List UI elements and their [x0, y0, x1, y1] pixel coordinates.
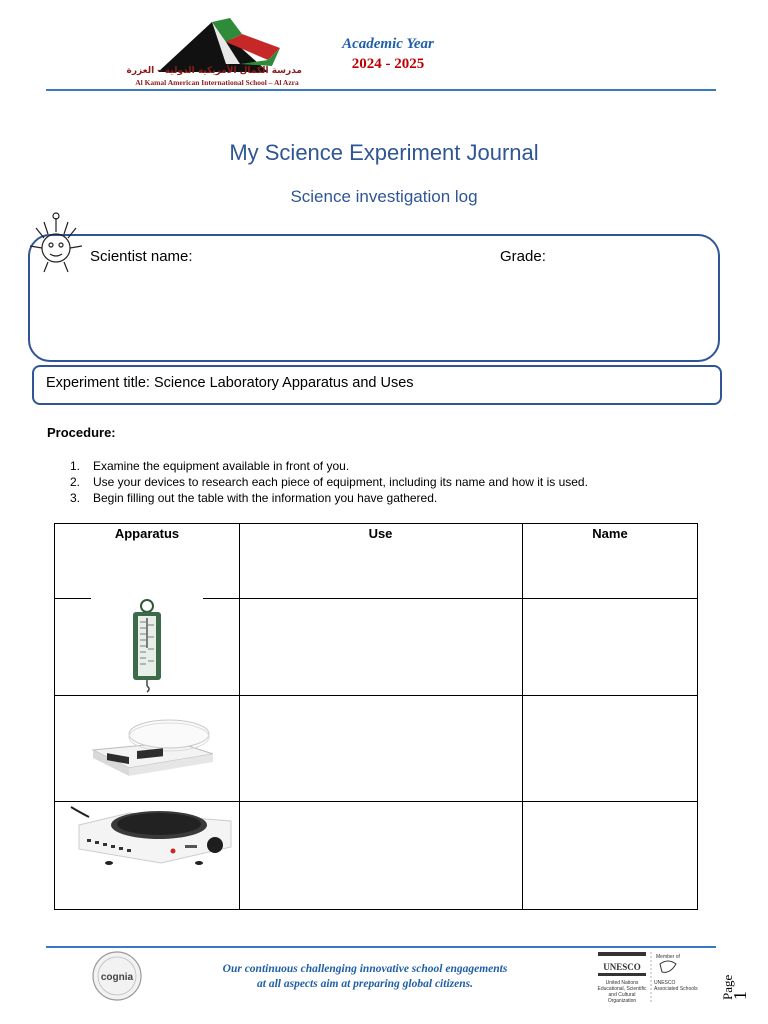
table-row-divider — [55, 695, 697, 696]
procedure-step — [70, 474, 588, 490]
experiment-title: Experiment title: Science Laboratory Apparatus and Uses — [46, 375, 414, 391]
unesco-brand-text: UNESCO — [603, 962, 641, 972]
table-header-use: Use — [368, 526, 393, 541]
academic-year-label: Academic Year — [342, 36, 434, 52]
step-text: Use your devices to research each piece of equipment, including its name and how it is used. — [93, 475, 588, 489]
table-column-divider — [522, 524, 523, 909]
page-number: 1 — [730, 991, 750, 1000]
footer-slogan — [170, 962, 560, 992]
table-header-apparatus: Apparatus — [114, 526, 180, 541]
academic-year-value: 2024 - 2025 — [351, 56, 425, 72]
slogan-line-1: Our continuous challenging innovative school engagements — [222, 963, 508, 975]
page-word: Page — [720, 974, 735, 1000]
grade-label: Grade: — [500, 248, 546, 265]
school-name-english: Al Kamal American International School – Al Azra — [135, 78, 299, 87]
apparatus-table — [54, 523, 698, 910]
digital-scale-icon — [89, 710, 215, 782]
procedure-heading: Procedure: — [47, 425, 116, 440]
school-name-arabic: مدرسة الكمال الأمريكية الدولية – العزرة — [126, 66, 302, 76]
unesco-member-text: Member of — [656, 954, 680, 960]
table-header-name: Name — [592, 526, 628, 541]
cognia-accreditation-logo — [84, 951, 150, 1001]
spring-scale-icon — [91, 598, 203, 694]
step-text: Begin filling out the table with the information you have gathered. — [93, 491, 438, 505]
slogan-line-2: at all aspects aim at preparing global citizens. — [257, 978, 473, 990]
step-text: Examine the equipment available in front of you. — [93, 459, 350, 473]
scientist-doodle-icon — [26, 210, 86, 276]
step-number: 2. — [70, 475, 81, 489]
page-subtitle: Science investigation log — [290, 187, 478, 206]
hot-plate-icon — [69, 805, 239, 875]
procedure-step — [70, 490, 588, 506]
unesco-un-text: United Nations Educational, Scientific and Cultural Organization — [597, 980, 647, 1004]
table-column-divider — [239, 524, 240, 909]
procedure-steps — [70, 458, 588, 506]
procedure-step — [70, 458, 588, 474]
page-number-label — [710, 962, 754, 1002]
step-number: 3. — [70, 491, 81, 505]
unesco-schools-text: UNESCO Associated Schools — [654, 980, 698, 992]
cognia-logo-text: cognia — [100, 972, 134, 983]
step-number: 1. — [70, 459, 81, 473]
table-row-divider — [55, 801, 697, 802]
header-divider — [46, 89, 716, 91]
unesco-associated-schools-logo — [594, 950, 700, 1004]
footer-divider — [46, 946, 716, 948]
scientist-name-label: Scientist name: — [90, 248, 193, 265]
page-title: My Science Experiment Journal — [229, 140, 539, 165]
